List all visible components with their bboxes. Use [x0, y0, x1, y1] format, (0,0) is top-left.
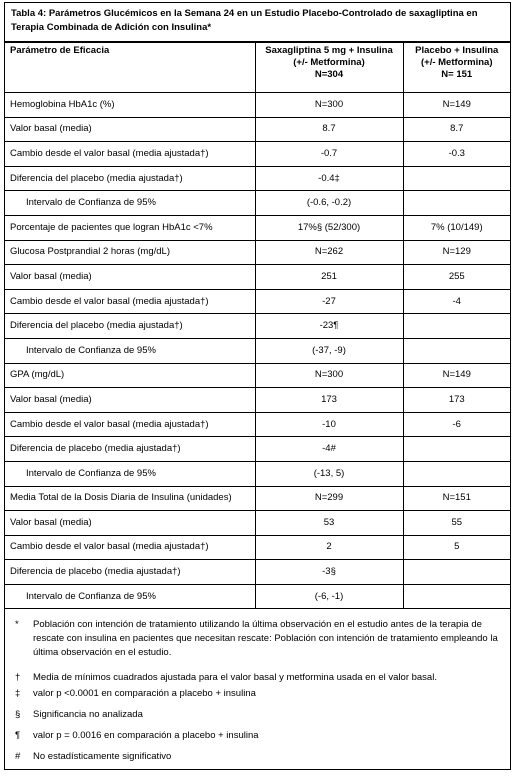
placebo-value — [403, 461, 510, 486]
placebo-value: N=149 — [403, 93, 510, 118]
row-label: Intervalo de Confianza de 95% — [5, 191, 255, 216]
placebo-value — [403, 437, 510, 462]
table-row — [5, 437, 510, 462]
saxagliptin-value: 8.7 — [255, 117, 403, 142]
footnote-mark: # — [15, 751, 21, 762]
saxagliptin-value: 53 — [255, 511, 403, 536]
footnote-text: valor p <0.0001 en comparación a placebo + insulina — [33, 688, 256, 699]
header-placebo-line2: (+/- Metformina) — [420, 57, 493, 68]
placebo-value: 8.7 — [403, 117, 510, 142]
saxagliptin-value: -10 — [255, 412, 403, 437]
table-row — [5, 584, 510, 609]
row-label: Porcentaje de pacientes que logran HbA1c <7% — [5, 215, 255, 240]
header-placebo-line1: Placebo + Insulina — [415, 45, 499, 56]
saxagliptin-value: 173 — [255, 388, 403, 413]
footnotes — [5, 614, 510, 769]
table-row — [5, 314, 510, 339]
header-saxagliptin-line2: (+/- Metformina) — [293, 57, 365, 68]
footnote-text: No estadísticamente significativo — [33, 751, 172, 762]
footnote-text: valor p = 0.0016 en comparación a placebo + insulina — [33, 730, 259, 741]
footnote-dagger — [11, 671, 506, 685]
saxagliptin-value: -0.7 — [255, 142, 403, 167]
table-row — [5, 363, 510, 388]
footnote-hash — [11, 750, 506, 764]
row-label: Diferencia del placebo (media ajustada†) — [5, 314, 255, 339]
header-row — [5, 43, 510, 93]
footnote-text: Significancia no analizada — [33, 709, 143, 720]
footnote-section — [11, 708, 506, 722]
table-row — [5, 117, 510, 142]
table-row — [5, 560, 510, 585]
placebo-value — [403, 338, 510, 363]
table-row — [5, 511, 510, 536]
saxagliptin-value: N=300 — [255, 93, 403, 118]
placebo-value — [403, 191, 510, 216]
saxagliptin-value: -0.4‡ — [255, 166, 403, 191]
footnote-mark: ‡ — [15, 688, 21, 699]
placebo-value — [403, 166, 510, 191]
saxagliptin-value: 251 — [255, 265, 403, 290]
table-row — [5, 412, 510, 437]
footnote-asterisk — [11, 618, 506, 660]
footnote-mark: * — [15, 619, 19, 630]
placebo-value: -0.3 — [403, 142, 510, 167]
placebo-value: -4 — [403, 289, 510, 314]
table-row — [5, 486, 510, 511]
row-label: Valor basal (media) — [5, 511, 255, 536]
row-label: Valor basal (media) — [5, 265, 255, 290]
row-label: Diferencia de placebo (media ajustada†) — [5, 560, 255, 585]
table-row — [5, 535, 510, 560]
row-label: Valor basal (media) — [5, 388, 255, 413]
row-label: Cambio desde el valor basal (media ajustada†) — [5, 535, 255, 560]
placebo-value: 5 — [403, 535, 510, 560]
saxagliptin-value: 2 — [255, 535, 403, 560]
placebo-value: N=151 — [403, 486, 510, 511]
row-label: GPA (mg/dL) — [5, 363, 255, 388]
efficacy-table — [5, 42, 510, 609]
saxagliptin-value: -4# — [255, 437, 403, 462]
footnote-text: Población con intención de tratamiento utilizando la última observación en el estudio antes de la terapia de rescate con insulina en pacientes que necesitan rescate: Población con intención de tratamiento empleando la última observación en el estudio. — [33, 619, 498, 658]
header-placebo-line3: N= 151 — [441, 69, 473, 80]
row-label: Cambio desde el valor basal (media ajustada†) — [5, 142, 255, 167]
row-label: Cambio desde el valor basal (media ajustada†) — [5, 412, 255, 437]
table-row — [5, 215, 510, 240]
saxagliptin-value: -3§ — [255, 560, 403, 585]
table-row — [5, 93, 510, 118]
placebo-value: -6 — [403, 412, 510, 437]
saxagliptin-value: (-37, -9) — [255, 338, 403, 363]
row-label: Diferencia del placebo (media ajustada†) — [5, 166, 255, 191]
row-label: Diferencia de placebo (media ajustada†) — [5, 437, 255, 462]
saxagliptin-value: N=300 — [255, 363, 403, 388]
table-row — [5, 265, 510, 290]
table-row — [5, 166, 510, 191]
header-saxagliptin — [255, 43, 403, 93]
saxagliptin-value: (-13, 5) — [255, 461, 403, 486]
saxagliptin-value: N=299 — [255, 486, 403, 511]
table-row — [5, 338, 510, 363]
row-label: Glucosa Postprandial 2 horas (mg/dL) — [5, 240, 255, 265]
placebo-value: 7% (10/149) — [403, 215, 510, 240]
footnote-mark: ¶ — [15, 730, 21, 741]
table-row — [5, 461, 510, 486]
saxagliptin-value: (-0.6, -0.2) — [255, 191, 403, 216]
footnote-text: Media de mínimos cuadrados ajustada para el valor basal y metformina usada en el valor basal. — [33, 672, 437, 683]
placebo-value: N=149 — [403, 363, 510, 388]
header-placebo — [403, 43, 510, 93]
table-row — [5, 142, 510, 167]
table-row — [5, 289, 510, 314]
footnote-pilcrow — [11, 729, 506, 743]
row-label: Intervalo de Confianza de 95% — [5, 584, 255, 609]
header-saxagliptin-line3: N=304 — [314, 69, 344, 80]
footnote-mark: † — [15, 672, 21, 683]
row-label: Intervalo de Confianza de 95% — [5, 461, 255, 486]
placebo-value: N=129 — [403, 240, 510, 265]
table-container — [4, 2, 511, 770]
header-param: Parámetro de Eficacia — [5, 43, 255, 93]
saxagliptin-value: 17%§ (52/300) — [255, 215, 403, 240]
table-row — [5, 240, 510, 265]
saxagliptin-value: -27 — [255, 289, 403, 314]
placebo-value: 255 — [403, 265, 510, 290]
row-label: Cambio desde el valor basal (media ajustada†) — [5, 289, 255, 314]
placebo-value — [403, 584, 510, 609]
row-label: Hemoglobina HbA1c (%) — [5, 93, 255, 118]
saxagliptin-value: (-6, -1) — [255, 584, 403, 609]
table-caption: Tabla 4: Parámetros Glucémicos en la Semana 24 en un Estudio Placebo-Controlado de saxagliptina en Terapia Combinada de Adición con Insulina* — [5, 3, 510, 42]
placebo-value — [403, 314, 510, 339]
placebo-value: 55 — [403, 511, 510, 536]
placebo-value — [403, 560, 510, 585]
saxagliptin-value: -23¶ — [255, 314, 403, 339]
placebo-value: 173 — [403, 388, 510, 413]
saxagliptin-value: N=262 — [255, 240, 403, 265]
row-label: Intervalo de Confianza de 95% — [5, 338, 255, 363]
footnote-double-dagger — [11, 687, 506, 701]
table-row — [5, 191, 510, 216]
header-saxagliptin-line1: Saxagliptina 5 mg + Insulina — [265, 45, 393, 56]
row-label: Valor basal (media) — [5, 117, 255, 142]
table-row — [5, 388, 510, 413]
row-label: Media Total de la Dosis Diaria de Insulina (unidades) — [5, 486, 255, 511]
footnote-mark: § — [15, 709, 21, 720]
